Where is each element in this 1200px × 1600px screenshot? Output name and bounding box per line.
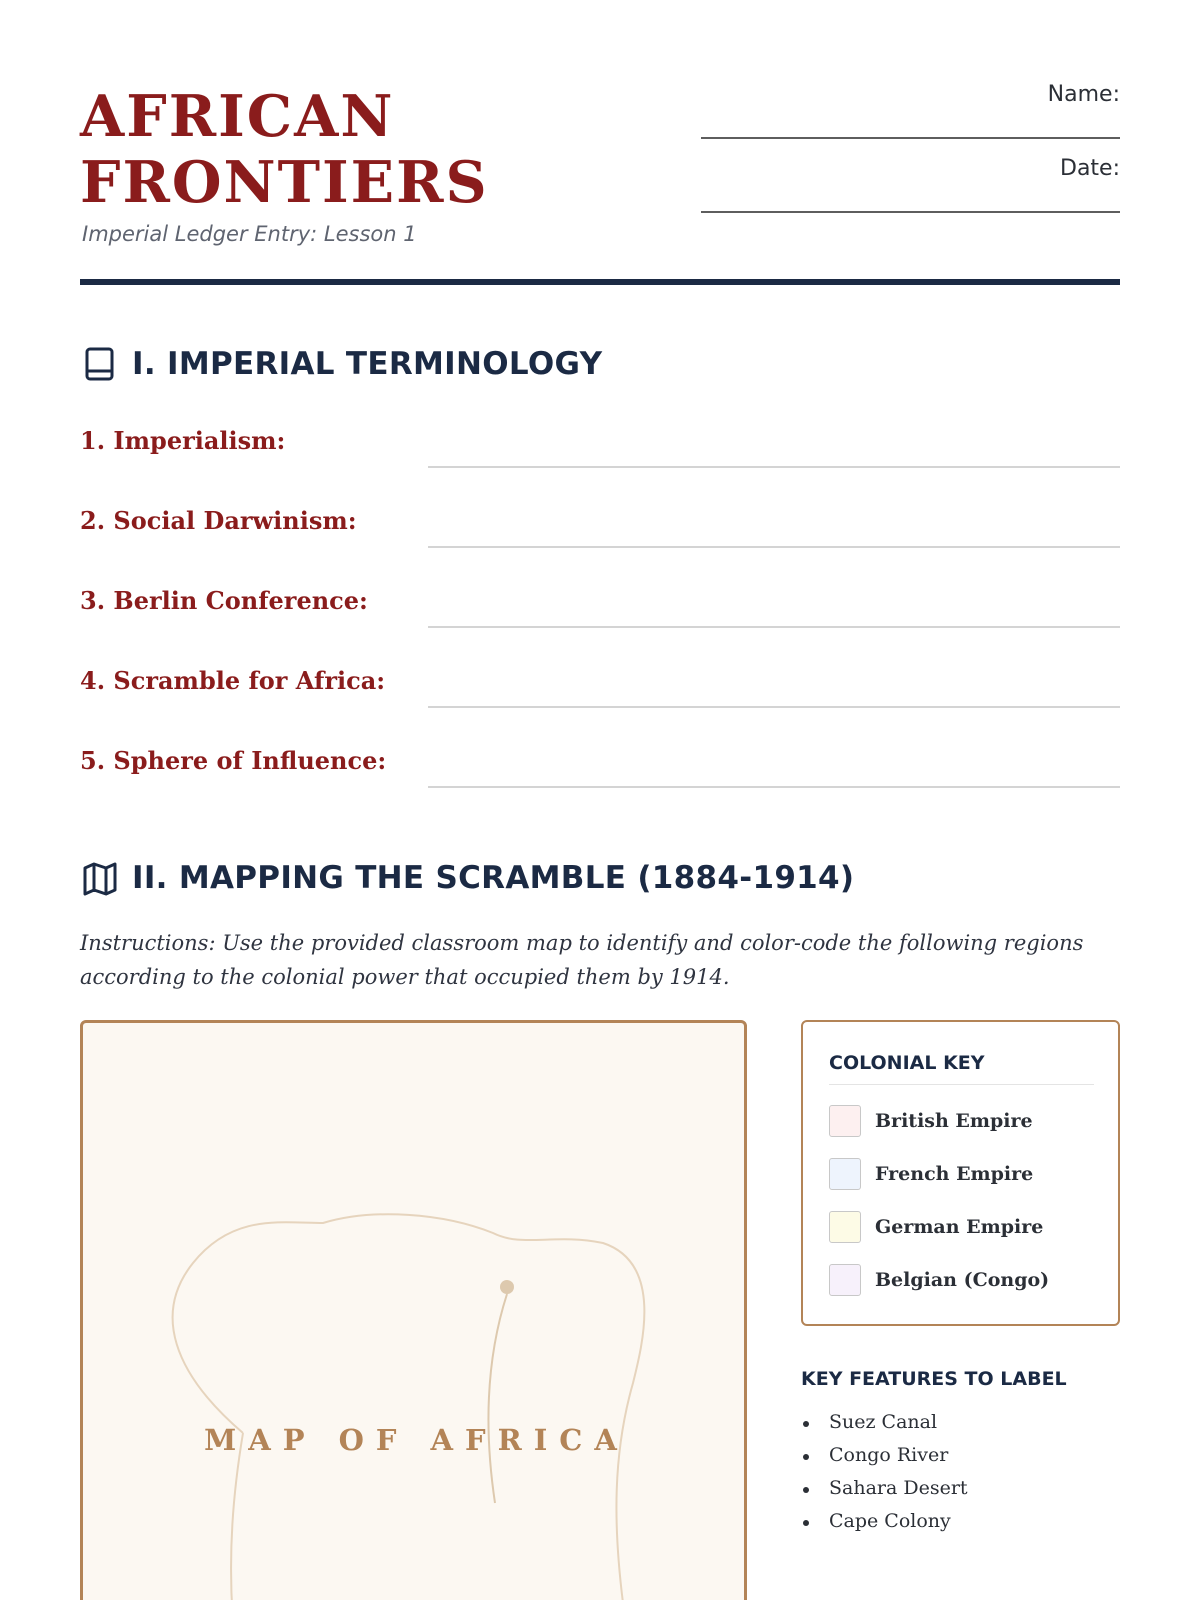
bullet-icon	[803, 1421, 809, 1427]
map-icon	[82, 860, 118, 896]
date-label: Date:	[1060, 156, 1120, 181]
name-field[interactable]	[701, 137, 1120, 139]
key-item-german	[829, 1210, 1043, 1244]
swatch-belgian[interactable]	[829, 1264, 861, 1296]
term-answer-line[interactable]	[428, 466, 1120, 468]
swatch-german[interactable]	[829, 1211, 861, 1243]
bullet-icon	[803, 1520, 809, 1526]
book-icon	[82, 346, 118, 382]
term-row	[80, 506, 1120, 554]
section-mapping-heading	[82, 860, 854, 896]
key-label: French Empire	[875, 1163, 1034, 1185]
section-mapping-title: II. MAPPING THE SCRAMBLE (1884-1914)	[132, 860, 855, 896]
key-item-french	[829, 1157, 1033, 1191]
section-terminology-title: I. IMPERIAL TERMINOLOGY	[132, 346, 603, 382]
list-item	[801, 1444, 968, 1477]
page-title	[80, 84, 489, 216]
term-row	[80, 586, 1120, 634]
term-label: 5. Sphere of Influence:	[80, 746, 387, 775]
term-label: 2. Social Darwinism:	[80, 506, 357, 535]
feature-label: Cape Colony	[829, 1510, 951, 1532]
term-answer-line[interactable]	[428, 546, 1120, 548]
bullet-icon	[803, 1487, 809, 1493]
term-answer-line[interactable]	[428, 706, 1120, 708]
term-answer-line[interactable]	[428, 786, 1120, 788]
key-label: British Empire	[875, 1110, 1033, 1132]
key-item-british	[829, 1104, 1033, 1138]
term-label: 4. Scramble for Africa:	[80, 666, 386, 695]
key-label: German Empire	[875, 1216, 1044, 1238]
africa-outline-icon	[83, 1023, 747, 1600]
title-line-1: AFRICAN	[80, 83, 395, 150]
feature-label: Congo River	[829, 1444, 949, 1466]
mapping-instructions: Instructions: Use the provided classroom map to identify and color-code the following regions according to the colonial power that occupied them by 1914.	[80, 931, 1084, 989]
colonial-key-panel	[801, 1020, 1120, 1326]
feature-label: Sahara Desert	[829, 1477, 968, 1499]
title-line-2: FRONTIERS	[80, 149, 489, 216]
list-item	[801, 1411, 968, 1444]
name-label: Name:	[1047, 82, 1120, 107]
key-features-list	[801, 1411, 968, 1543]
term-row	[80, 666, 1120, 714]
bullet-icon	[803, 1454, 809, 1460]
term-row	[80, 426, 1120, 474]
key-divider	[829, 1084, 1094, 1085]
term-label: 3. Berlin Conference:	[80, 586, 368, 615]
swatch-french[interactable]	[829, 1158, 861, 1190]
feature-label: Suez Canal	[829, 1411, 938, 1433]
term-label: 1. Imperialism:	[80, 426, 286, 455]
swatch-british[interactable]	[829, 1105, 861, 1137]
key-label: Belgian (Congo)	[875, 1269, 1050, 1291]
header-divider	[80, 279, 1120, 285]
map-title: MAP OF AFRICA	[204, 1423, 629, 1457]
key-item-belgian	[829, 1263, 1049, 1297]
list-item	[801, 1477, 968, 1510]
key-features-title: KEY FEATURES TO LABEL	[801, 1368, 1067, 1390]
page-subtitle: Imperial Ledger Entry: Lesson 1	[82, 222, 417, 246]
date-field[interactable]	[701, 211, 1120, 213]
list-item	[801, 1510, 968, 1543]
section-terminology-heading	[82, 346, 602, 382]
term-answer-line[interactable]	[428, 626, 1120, 628]
africa-map-area[interactable]	[80, 1020, 747, 1600]
colonial-key-title: COLONIAL KEY	[829, 1052, 985, 1074]
term-row	[80, 746, 1120, 794]
